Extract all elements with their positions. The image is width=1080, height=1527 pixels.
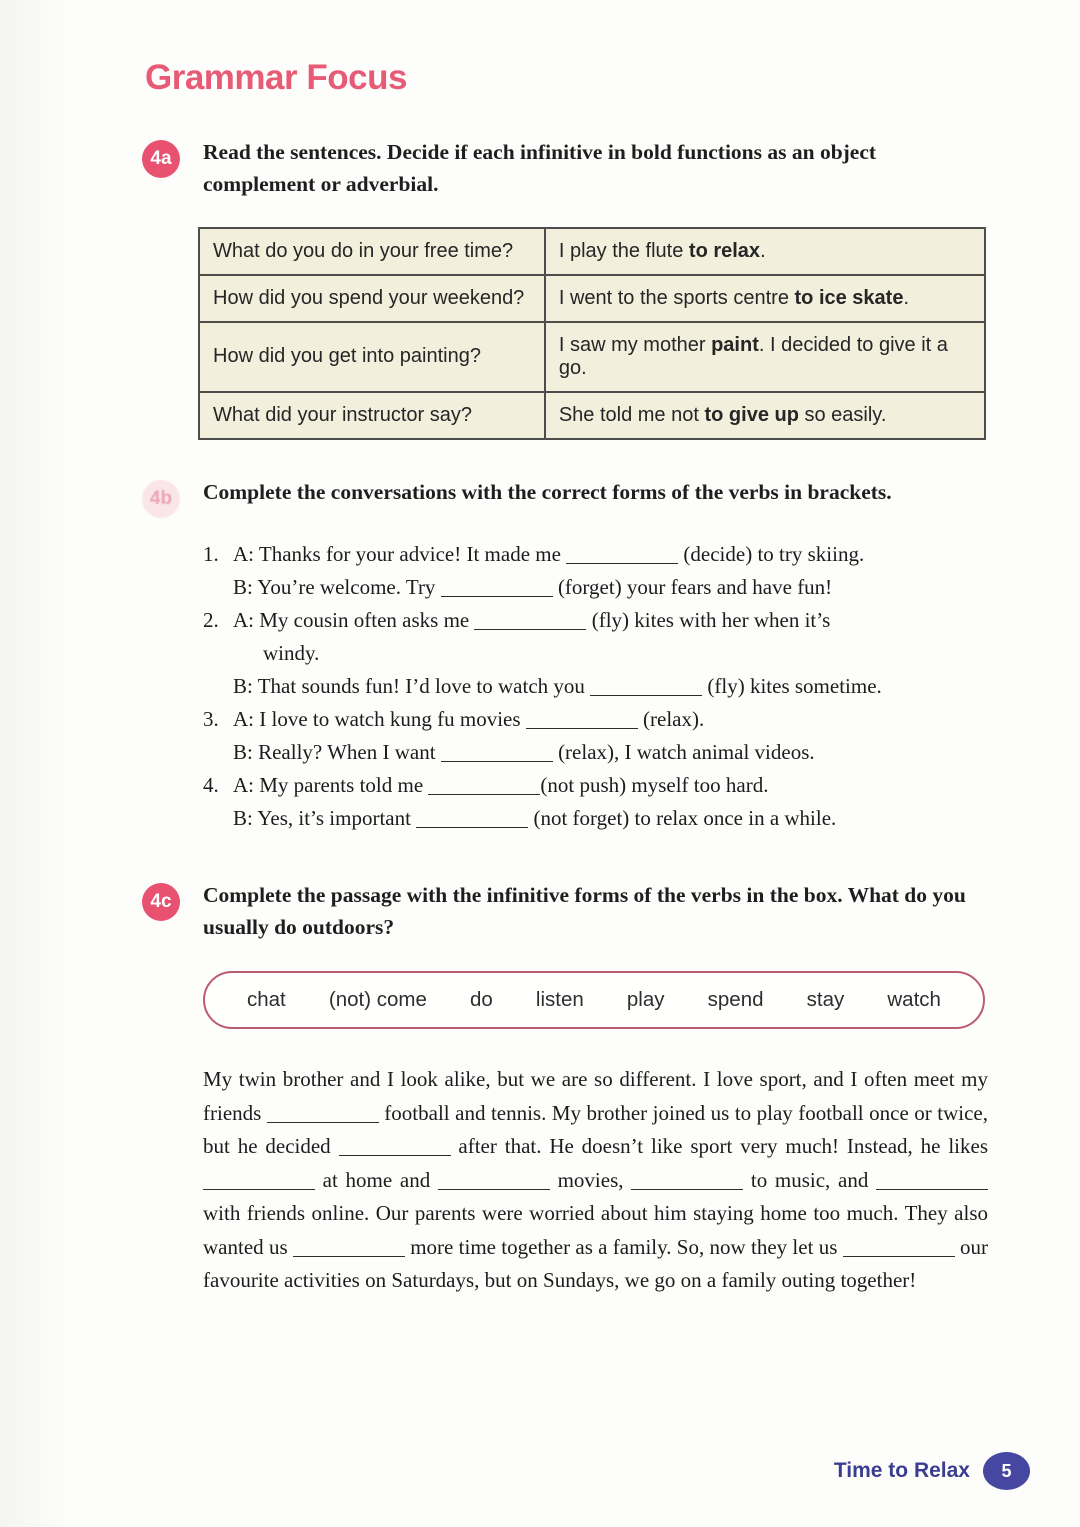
text-run: windy. <box>263 640 320 665</box>
instruction-4c: Complete the passage with the infinitive forms of the verbs in the box. What do you usually do outdoors? <box>203 882 966 939</box>
example-table <box>198 227 986 440</box>
blank-line <box>203 1168 315 1190</box>
bold-infinitive: to ice skate <box>794 286 904 309</box>
blank-line <box>416 806 528 828</box>
text-run: at home and <box>315 1167 438 1192</box>
blank-line <box>590 674 702 696</box>
question-cell: How did you spend your weekend? <box>199 275 545 322</box>
text-run: (fly) kites with her when it’s <box>586 607 831 632</box>
page-number-badge: 5 <box>983 1452 1030 1490</box>
text-run: B: Really? When I want <box>233 739 441 764</box>
verb-listen: listen <box>535 988 584 1011</box>
text-run: I went to the sports centre <box>558 286 795 309</box>
section-4c-header <box>142 879 1080 944</box>
example-table-wrap <box>198 227 986 440</box>
dialogue-line <box>233 538 1003 571</box>
bold-infinitive: to relax <box>688 239 761 262</box>
text-run: (not forget) to relax once in a while. <box>528 805 837 830</box>
item-number: 1. <box>203 541 219 566</box>
blank-line <box>339 1134 451 1156</box>
item-number: 4. <box>203 772 219 797</box>
text-run: movies, <box>549 1167 632 1192</box>
section-4b <box>0 476 1080 835</box>
conversation-item <box>203 769 1003 835</box>
text-run: so easily. <box>798 403 887 426</box>
conversation-item <box>203 604 1003 703</box>
text-run: our favourite activities on Saturdays, but on Sundays, we go on a family outing together! <box>203 1234 988 1292</box>
question-cell: How did you get into painting? <box>199 322 545 392</box>
dialogue-line <box>233 571 1003 604</box>
answer-cell <box>545 275 985 322</box>
text-run: A: My cousin often asks me <box>233 607 475 632</box>
blank-line <box>876 1168 988 1190</box>
dialogue-line <box>233 769 1003 802</box>
dialogue-line <box>233 703 1003 736</box>
text-run: (not push) myself too hard. <box>540 772 769 797</box>
text-run: (fly) kites sometime. <box>702 673 882 698</box>
section-4a-header <box>142 136 1080 201</box>
instruction-4b: Complete the conversations with the correct forms of the verbs in brackets. <box>203 479 892 504</box>
text-run: I play the flute <box>558 239 689 262</box>
section-4a <box>0 136 1080 440</box>
blank-line <box>526 707 638 729</box>
dialogue-line <box>233 802 1003 835</box>
text-run: (relax), I watch animal videos. <box>552 739 815 764</box>
verb-chat: chat <box>247 988 286 1011</box>
verb-do: do <box>469 988 493 1011</box>
blank-line <box>843 1235 955 1257</box>
verb-watch: watch <box>887 988 941 1011</box>
text-run: A: Thanks for your advice! It made me <box>233 541 567 566</box>
text-run: after that. He doesn’t like sport very much! Instead, he likes <box>450 1134 988 1158</box>
text-run: . <box>760 239 766 262</box>
blank-line <box>474 608 586 630</box>
blank-line <box>428 773 540 795</box>
table-row <box>199 322 985 392</box>
text-run: She told me not <box>558 403 705 426</box>
item-number: 2. <box>203 607 219 632</box>
question-cell: What do you do in your free time? <box>199 228 545 275</box>
verb-stay: stay <box>806 988 845 1011</box>
text-run: to music, and <box>743 1167 876 1192</box>
text-run: B: That sounds fun! I’d love to watch you <box>233 673 591 698</box>
text-run: . <box>903 286 910 309</box>
text-run: more time together as a family. So, now they let us <box>404 1234 843 1259</box>
text-run: (forget) your fears and have fun! <box>552 574 833 599</box>
table-row <box>199 228 985 275</box>
table-row <box>199 392 985 439</box>
verb-not-come: (not) come <box>328 988 427 1011</box>
bold-infinitive: to give up <box>704 403 799 426</box>
conversation-item <box>203 538 1003 604</box>
text-run: A: My parents told me <box>233 772 429 797</box>
text-run: football and tennis. My brother joined us to play football once or twice, but he decided <box>203 1100 988 1158</box>
text-run: (relax). <box>637 706 705 731</box>
page-title: Grammar Focus <box>145 58 407 97</box>
dialogue-line <box>233 604 1003 670</box>
verb-play: play <box>626 988 665 1011</box>
text-run: B: Yes, it’s important <box>233 805 417 830</box>
verb-box <box>203 971 985 1029</box>
text-run: (decide) to try skiing. <box>678 541 865 566</box>
section-4b-header <box>142 476 1080 518</box>
blank-line <box>631 1168 743 1190</box>
exercise-badge-4b: 4b <box>142 480 180 518</box>
table-row <box>199 275 985 322</box>
passage <box>203 1063 988 1298</box>
verb-spend: spend <box>707 988 764 1011</box>
item-number: 3. <box>203 706 219 731</box>
exercise-badge-4a: 4a <box>142 140 180 178</box>
answer-cell <box>545 228 985 275</box>
question-cell: What did your instructor say? <box>199 392 545 439</box>
dialogue-line <box>233 736 1003 769</box>
conversation-item <box>203 703 1003 769</box>
text-run: A: I love to watch kung fu movies <box>233 706 526 731</box>
page-footer <box>834 1452 1030 1490</box>
blank-line <box>267 1101 379 1123</box>
blank-line <box>441 575 553 597</box>
text-run: My twin brother and I look alike, but we are so different. I love sport, and I often meet my friends <box>203 1067 988 1125</box>
blank-line <box>438 1168 550 1190</box>
text-run: I saw my mother <box>558 333 712 356</box>
text-run: with friends online. Our parents were worried about him staying home too much. They also wanted us <box>203 1201 988 1259</box>
text-run: . I decided to give it a go. <box>558 333 948 379</box>
bold-infinitive: paint <box>711 333 759 356</box>
exercise-badge-4c: 4c <box>142 883 180 921</box>
unit-title: Time to Relax <box>833 1459 970 1482</box>
answer-cell <box>545 322 985 392</box>
blank-line <box>293 1235 405 1257</box>
answer-cell <box>545 392 985 439</box>
blank-line <box>566 542 678 564</box>
dialogue-line <box>233 670 1003 703</box>
blank-line <box>441 740 553 762</box>
conversation-list <box>203 538 1003 835</box>
instruction-4a: Read the sentences. Decide if each infinitive in bold functions as an object complement or adverbial. <box>203 140 877 197</box>
text-run: B: You’re welcome. Try <box>233 574 441 599</box>
section-4c <box>0 879 1080 1298</box>
